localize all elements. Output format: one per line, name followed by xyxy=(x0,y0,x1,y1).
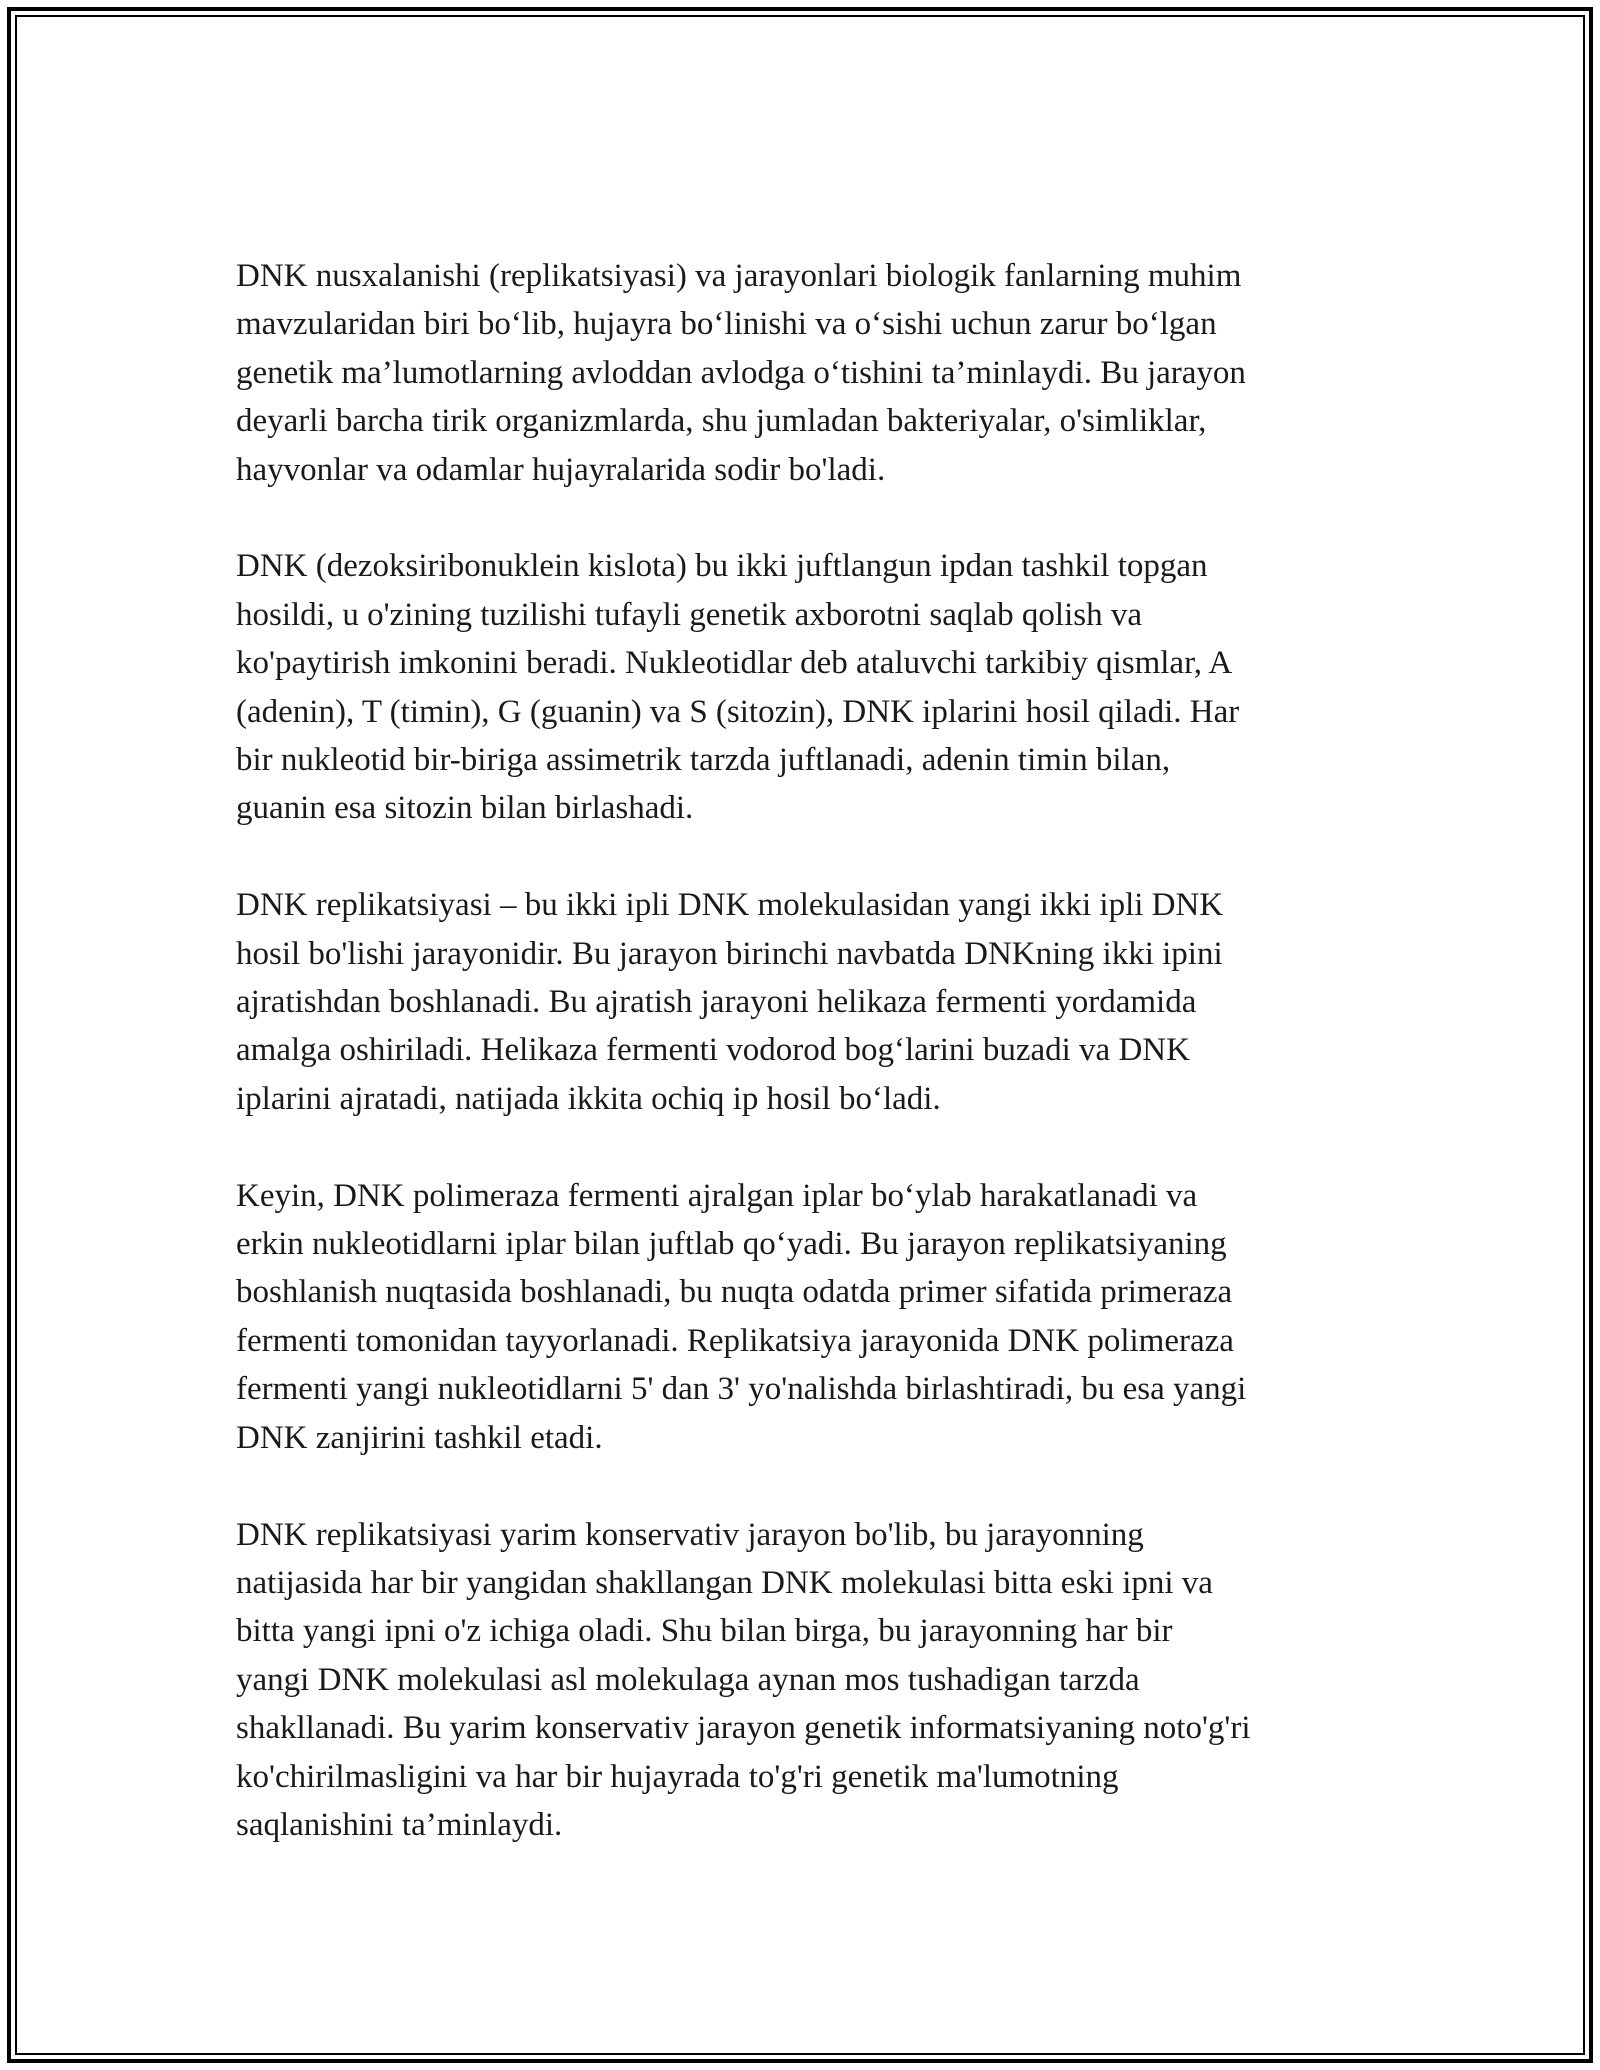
paragraph-polymerase: Keyin, DNK polimeraza fermenti ajralgan iplar bo‘ylab harakatlanadi va erkin nukleotidlarni iplar bilan juftlab qo‘yadi. Bu jarayon replikatsiyaning boshlanish nuqtasida boshlanadi, bu nuqta odatda primer sifatida primeraza fermenti tomonidan tayyorlanadi. Replikatsiya jarayonida DNK polimeraza fermenti yangi nukleotidlarni 5' dan 3' yo'nalishda birlashtiradi, bu esa yangi DNK zanjirini tashkil etadi. xyxy=(236,1177,1247,1456)
paragraph-semiconservative: DNK replikatsiyasi yarim konservativ jarayon bo'lib, bu jarayonning natijasida har bir yangidan shakllangan DNK molekulasi bitta eski ipni va bitta yangi ipni o'z ichiga oladi. Shu bilan birga, bu jarayonning har bir yangi DNK molekulasi asl molekulaga aynan mos tushadigan tarzda shakllanadi. Bu yarim konservativ jarayon genetik informatsiyaning noto'g'ri ko'chirilmasligini va har bir hujayrada to'g'ri genetik ma'lumotning saqlanishini ta’minlaydi. xyxy=(236,1516,1251,1843)
paragraph-dna-structure: DNK (dezoksiribonuklein kislota) bu ikki juftlangun ipdan tashkil topgan hosildi, u o'zining tuzilishi tufayli genetik axborotni saqlab qolish va ko'paytirish imkonini beradi. Nukleotidlar deb ataluvchi tarkibiy qismlar, A (adenin), T (timin), G (guanin) va S (sitozin), DNK iplarini hosil qiladi. Har bir nukleotid bir-biriga assimetrik tarzda juftlanadi, adenin timin bilan, guanin esa sitozin bilan birlashadi. xyxy=(236,548,1240,827)
paragraph-replication-start: DNK replikatsiyasi – bu ikki ipli DNK molekulasidan yangi ikki ipli DNK hosil bo'lishi jarayonidir. Bu jarayon birinchi navbatda DNKning ikki ipini ajratishdan boshlanadi. Bu ajratish jarayoni helikaza fermenti yordamida amalga oshiriladi. Helikaza fermenti vodorod bog‘larini buzadi va DNK iplarini ajratadi, natijada ikkita ochiq ip hosil bo‘ladi. xyxy=(236,887,1224,1117)
paragraph-intro: DNK nusxalanishi (replikatsiyasi) va jarayonlari biologik fanlarning muhim mavzularidan biri bo‘lib, hujayra bo‘linishi va o‘sishi uchun zarur bo‘lgan genetik ma’lumotlarning avloddan avlodga o‘tishini ta’minlaydi. Bu jarayon deyarli barcha tirik organizmlarda, shu jumladan bakteriyalar, o'simliklar, hayvonlar va odamlar hujayralarida sodir bo'ladi. xyxy=(236,258,1246,488)
document-body xyxy=(236,252,1384,1898)
